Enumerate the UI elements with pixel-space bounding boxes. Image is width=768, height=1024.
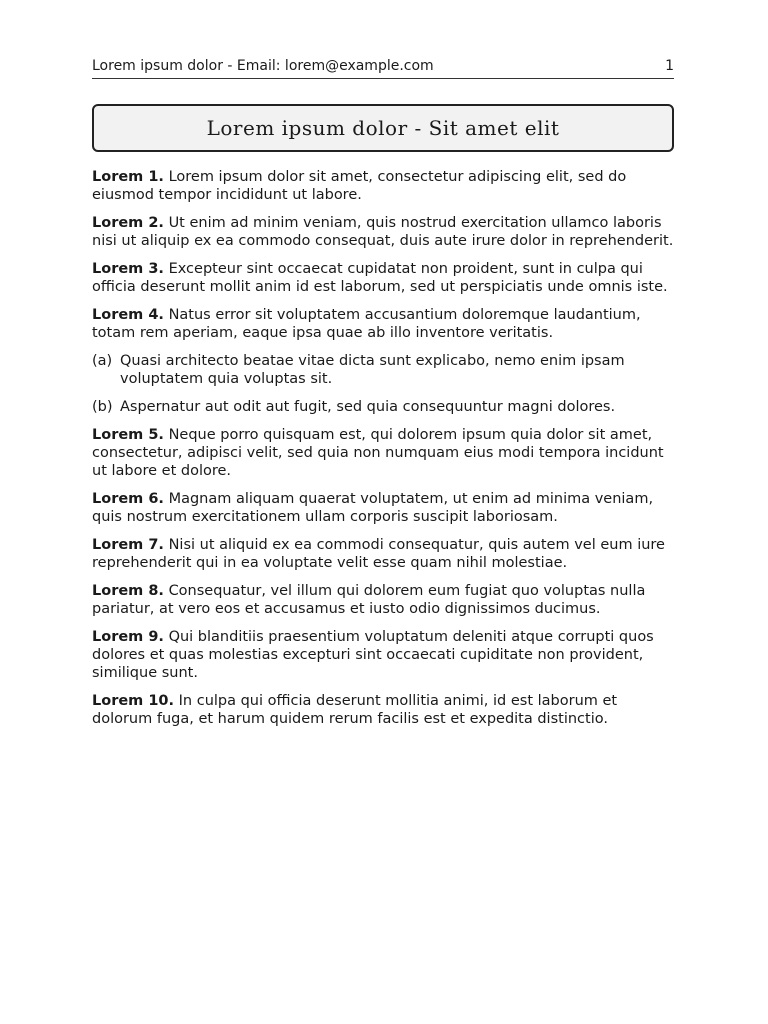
problem-text: Magnam aliquam quaerat voluptatem, ut enim ad minima veniam, quis nostrum exercitationem ullam corporis suscipit laboriosam. bbox=[92, 491, 654, 525]
problem-label: Lorem 2. bbox=[92, 215, 164, 231]
problem-label: Lorem 5. bbox=[92, 427, 164, 443]
problem-label: Lorem 9. bbox=[92, 629, 164, 645]
page-title: Lorem ipsum dolor - Sit amet elit bbox=[92, 104, 674, 152]
problem-text: Qui blanditiis praesentium voluptatum deleniti atque corrupti quos dolores et quas molestias excepturi sint occaecati cupiditate non provident, similique sunt. bbox=[92, 629, 654, 681]
problem-text: Consequatur, vel illum qui dolorem eum fugiat quo voluptas nulla pariatur, at vero eos et accusamus et iusto odio dignissimos ducimus. bbox=[92, 583, 646, 617]
problem-label: Lorem 1. bbox=[92, 169, 164, 185]
problem-label: Lorem 6. bbox=[92, 491, 164, 507]
subproblem-item bbox=[92, 398, 676, 416]
problem-item bbox=[92, 214, 676, 250]
problem-text: Neque porro quisquam est, qui dolorem ipsum quia dolor sit amet, consectetur, adipisci velit, sed quia non numquam eius modi tempora incidunt ut labore et dolore. bbox=[92, 427, 664, 479]
subproblem-tag: (a) bbox=[92, 353, 113, 369]
problem-text: Ut enim ad minim veniam, quis nostrud exercitation ullamco laboris nisi ut aliquip ex ea commodo consequat, duis aute irure dolor in reprehenderit. bbox=[92, 215, 674, 249]
problem-item bbox=[92, 306, 676, 342]
subproblem-text: Aspernatur aut odit aut fugit, sed quia consequuntur magni dolores. bbox=[120, 399, 616, 415]
problem-label: Lorem 10. bbox=[92, 693, 175, 709]
problem-item bbox=[92, 168, 676, 204]
problem-item bbox=[92, 628, 676, 682]
subproblem-item bbox=[92, 352, 676, 388]
problem-text: Excepteur sint occaecat cupidatat non proident, sunt in culpa qui officia deserunt mollit anim id est laborum, sed ut perspiciatis unde omnis iste. bbox=[92, 261, 668, 295]
problem-label: Lorem 8. bbox=[92, 583, 164, 599]
problem-item bbox=[92, 490, 676, 526]
problem-item bbox=[92, 426, 676, 480]
problem-item bbox=[92, 536, 676, 572]
problem-item bbox=[92, 692, 676, 728]
problem-label: Lorem 4. bbox=[92, 307, 164, 323]
problem-label: Lorem 7. bbox=[92, 537, 164, 553]
problem-text: Nisi ut aliquid ex ea commodi consequatur, quis autem vel eum iure reprehenderit qui in ea voluptate velit esse quam nihil molestiae. bbox=[92, 537, 665, 571]
problem-label: Lorem 3. bbox=[92, 261, 164, 277]
subproblem-text: Quasi architecto beatae vitae dicta sunt explicabo, nemo enim ipsam voluptatem quia voluptas sit. bbox=[120, 353, 625, 387]
problem-text: Natus error sit voluptatem accusantium doloremque laudantium, totam rem aperiam, eaque ipsa quae ab illo inventore veritatis. bbox=[92, 307, 641, 341]
subproblem-tag: (b) bbox=[92, 399, 113, 415]
problem-text: In culpa qui officia deserunt mollitia animi, id est laborum et dolorum fuga, et harum quidem rerum facilis est et expedita distinctio. bbox=[92, 693, 618, 727]
problem-list bbox=[92, 168, 676, 738]
page-header bbox=[92, 56, 674, 79]
problem-item bbox=[92, 582, 676, 618]
page-number: 1 bbox=[665, 58, 674, 74]
problem-item bbox=[92, 260, 676, 296]
problem-text: Lorem ipsum dolor sit amet, consectetur adipiscing elit, sed do eiusmod tempor incididunt ut labore. bbox=[92, 169, 627, 203]
author-line: Lorem ipsum dolor - Email: lorem@example.com bbox=[92, 58, 434, 74]
